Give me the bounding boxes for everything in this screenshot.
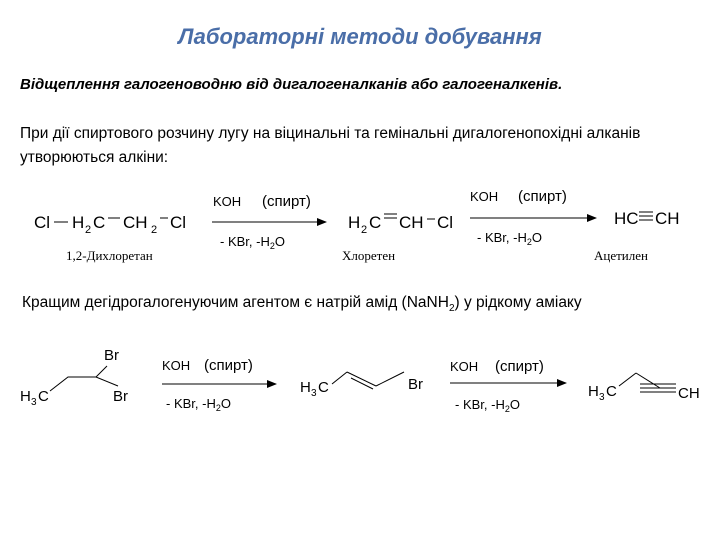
svg-text:2: 2: [151, 224, 158, 236]
reagent-koh: KOH: [470, 189, 499, 204]
product-propyne: [588, 373, 700, 403]
product-acetylene: [614, 209, 680, 228]
byproducts: [477, 230, 542, 247]
reagent-koh: KOH: [450, 359, 479, 374]
byproducts: [455, 397, 520, 414]
svg-text:Br: Br: [113, 388, 128, 405]
byproducts-tail: O: [220, 396, 231, 411]
reactant-dibromopropane: [20, 347, 128, 408]
page-title: Лабораторні методи добування: [178, 24, 542, 49]
intermediate-chloroethene: [348, 213, 453, 236]
reagent-note-sub: 2: [448, 303, 455, 315]
reagent-koh: KOH: [213, 194, 242, 209]
svg-text:Cl: Cl: [34, 213, 51, 232]
svg-text:C: C: [369, 213, 382, 232]
svg-text:Cl: Cl: [170, 213, 187, 232]
reagent-note-prefix: Кращим дегідрогалогенуючим агентом є натрій амід (NaNH: [22, 294, 449, 311]
byproducts-sub: 2: [504, 404, 510, 414]
reagent-koh: KOH: [162, 358, 191, 373]
svg-text:C: C: [38, 388, 49, 405]
reactant-dichloroethane: [34, 213, 186, 236]
svg-text:Cl: Cl: [437, 213, 454, 232]
byproducts: [220, 234, 285, 251]
svg-text:H: H: [20, 388, 31, 405]
svg-text:C: C: [93, 213, 106, 232]
byproducts-text: - KBr, -H: [220, 234, 270, 249]
svg-text:H: H: [72, 213, 85, 232]
svg-text:3: 3: [599, 392, 605, 403]
reactant-name: 1,2-Дихлоретан: [66, 248, 153, 263]
reagent-solvent: (спирт): [518, 188, 567, 205]
byproducts-text: - KBr, -H: [477, 230, 527, 245]
section-subtitle: Відщеплення галогеноводню від дигалогеналканів або галогеналкенів.: [20, 76, 563, 93]
product-name: Ацетилен: [594, 248, 648, 263]
reaction-arrow-2: [470, 188, 596, 247]
svg-text:H: H: [300, 379, 311, 396]
svg-text:CH: CH: [655, 209, 680, 228]
svg-text:2: 2: [361, 224, 368, 236]
reagent-solvent: (спирт): [204, 357, 253, 374]
byproducts-sub: 2: [269, 241, 275, 251]
svg-text:H: H: [348, 213, 361, 232]
svg-text:HC: HC: [614, 209, 639, 228]
svg-text:CH: CH: [399, 213, 424, 232]
byproducts: [166, 396, 231, 413]
byproducts-tail: O: [274, 234, 285, 249]
svg-text:3: 3: [31, 397, 37, 408]
byproducts-tail: O: [531, 230, 542, 245]
svg-text:Br: Br: [408, 376, 423, 393]
svg-text:3: 3: [311, 388, 317, 399]
svg-text:CH: CH: [123, 213, 148, 232]
svg-text:H: H: [588, 383, 599, 400]
reagent-note-suffix: ) у рідкому аміаку: [454, 294, 582, 311]
intermediate-name: Хлоретен: [342, 248, 396, 263]
svg-text:C: C: [318, 379, 329, 396]
reagent-solvent: (спирт): [262, 193, 311, 210]
svg-text:2: 2: [85, 224, 92, 236]
svg-text:CH: CH: [678, 385, 700, 402]
reaction-arrow-3: [162, 357, 276, 413]
byproducts-sub: 2: [215, 403, 221, 413]
svg-text:C: C: [606, 383, 617, 400]
intro-paragraph: При дії спиртового розчину лугу на віцинальні та гемінальні дигалогенопохідні алканів утворюються алкіни:: [20, 125, 641, 166]
reaction-arrow-4: [450, 358, 566, 414]
byproducts-text: - KBr, -H: [455, 397, 505, 412]
byproducts-text: - KBr, -H: [166, 396, 216, 411]
reaction-arrow-1: [212, 193, 326, 251]
intermediate-bromopropene: [300, 372, 423, 399]
byproducts-sub: 2: [526, 237, 532, 247]
byproducts-tail: O: [509, 397, 520, 412]
reagent-solvent: (спирт): [495, 358, 544, 375]
svg-text:Br: Br: [104, 347, 119, 364]
